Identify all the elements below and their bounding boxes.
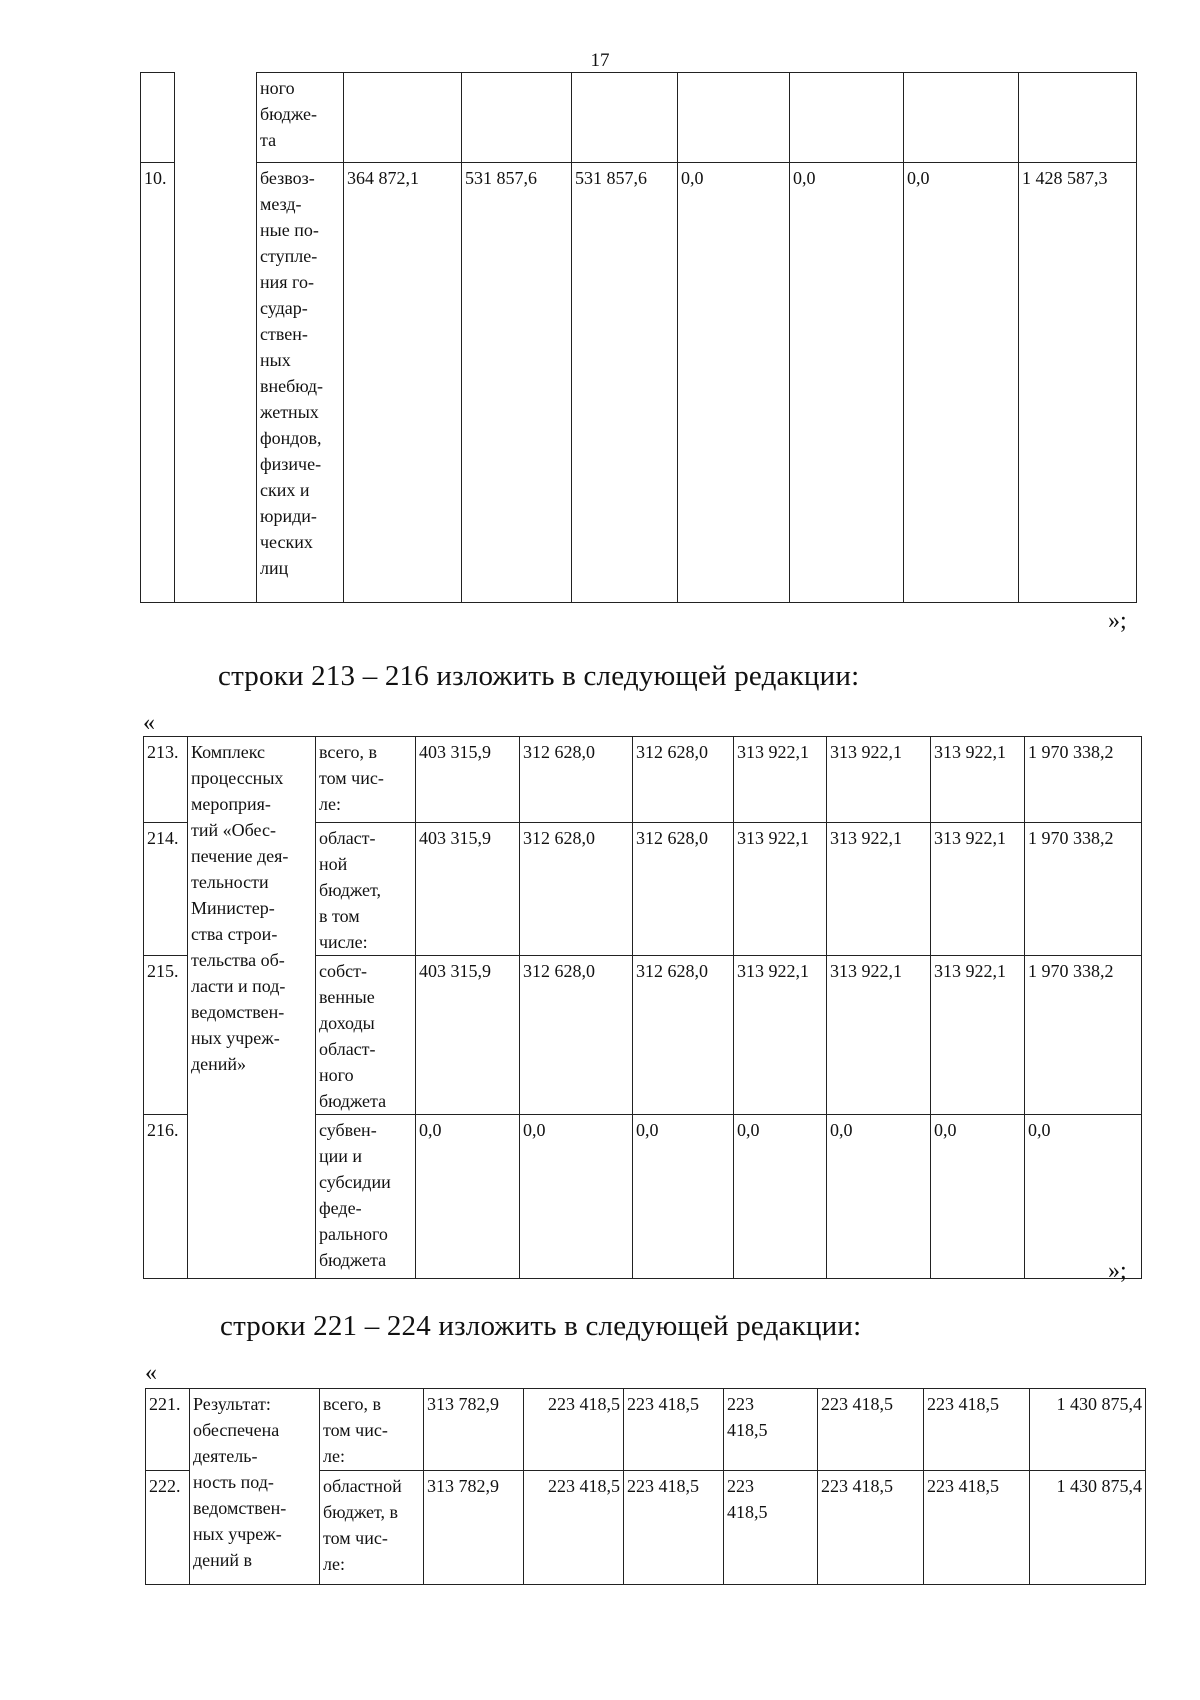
value-cell: 1 430 875,4 bbox=[1030, 1471, 1146, 1585]
value-cell: 403 315,9 bbox=[416, 956, 520, 1115]
value-cell: 1 430 875,4 bbox=[1030, 1389, 1146, 1471]
value-cell: 1 970 338,2 bbox=[1025, 737, 1142, 823]
value-cell: 223 418,5 bbox=[724, 1471, 818, 1585]
page-number: 17 bbox=[590, 50, 610, 71]
value-cell: 403 315,9 bbox=[416, 823, 520, 956]
value-cell: 0,0 bbox=[633, 1115, 734, 1279]
value-cell: 312 628,0 bbox=[633, 956, 734, 1115]
value-cell: 1 970 338,2 bbox=[1025, 823, 1142, 956]
value-cell: 312 628,0 bbox=[520, 823, 633, 956]
value-cell: 364 872,1 bbox=[344, 163, 462, 603]
row-name: област- ной бюджет, в том числе: bbox=[316, 823, 416, 956]
value-cell: 223 418,5 bbox=[624, 1471, 724, 1585]
closing-quote: »; bbox=[1108, 608, 1127, 634]
value-cell: 223 418,5 bbox=[724, 1389, 818, 1471]
opening-quote: « bbox=[145, 1360, 157, 1386]
value-cell: 403 315,9 bbox=[416, 737, 520, 823]
value-cell: 312 628,0 bbox=[633, 737, 734, 823]
closing-quote: »; bbox=[1108, 1258, 1127, 1284]
section-heading: строки 213 – 216 изложить в следующей редакции: bbox=[218, 660, 860, 692]
value-cell: 223 418,5 bbox=[624, 1389, 724, 1471]
value-cell: 1 970 338,2 bbox=[1025, 956, 1142, 1115]
budget-table-part2 bbox=[143, 736, 1142, 1279]
value-cell: 0,0 bbox=[1025, 1115, 1142, 1279]
value-cell: 223 418,5 bbox=[524, 1471, 624, 1585]
budget-table-part3 bbox=[145, 1388, 1146, 1585]
value-cell: 313 922,1 bbox=[734, 823, 827, 956]
value-cell: 223 418,5 bbox=[818, 1471, 924, 1585]
value-cell: 0,0 bbox=[520, 1115, 633, 1279]
value-cell: 1 428 587,3 bbox=[1019, 163, 1137, 603]
value-cell: 313 922,1 bbox=[931, 823, 1025, 956]
row-number: 216. bbox=[144, 1115, 188, 1279]
value-cell: 313 782,9 bbox=[424, 1471, 524, 1585]
value-cell: 312 628,0 bbox=[633, 823, 734, 956]
value-cell: 531 857,6 bbox=[462, 163, 572, 603]
value-cell: 312 628,0 bbox=[520, 956, 633, 1115]
value-cell: 312 628,0 bbox=[520, 737, 633, 823]
row-number: 215. bbox=[144, 956, 188, 1115]
value-cell: 313 922,1 bbox=[827, 956, 931, 1115]
value-cell: 313 922,1 bbox=[827, 823, 931, 956]
value-cell: 0,0 bbox=[678, 163, 790, 603]
table-row bbox=[146, 1389, 1146, 1471]
row-name: областной бюджет, в том чис- ле: bbox=[320, 1471, 424, 1585]
value-cell: 313 922,1 bbox=[827, 737, 931, 823]
row-name: безвоз- мезд- ные по- ступле- ния го- судар- ствен- ных внебюд- жетных фондов, физиче- ских и юриди- ческих лиц bbox=[257, 163, 344, 603]
value-cell: 223 418,5 bbox=[924, 1471, 1030, 1585]
value-cell: 0,0 bbox=[904, 163, 1019, 603]
row-number: 221. bbox=[146, 1389, 190, 1471]
row-number: 222. bbox=[146, 1471, 190, 1585]
value-cell: 313 922,1 bbox=[734, 956, 827, 1115]
value-cell: 313 922,1 bbox=[734, 737, 827, 823]
value-cell: 0,0 bbox=[734, 1115, 827, 1279]
value-cell: 313 782,9 bbox=[424, 1389, 524, 1471]
value-cell: 313 922,1 bbox=[931, 737, 1025, 823]
value-cell: 313 922,1 bbox=[931, 956, 1025, 1115]
table-row bbox=[144, 737, 1142, 823]
program-name: Комплекс процессных мероприя- тий «Обес- печение дея- тельности Министер- ства строи- тельства об- ласти и под- ведомствен- ных учреж- дений» bbox=[188, 737, 316, 1279]
result-name: Результат: обеспечена деятель- ность под- ведомствен- ных учреж- дений в bbox=[190, 1389, 320, 1585]
section-heading: строки 221 – 224 изложить в следующей редакции: bbox=[220, 1310, 862, 1342]
value-cell: 0,0 bbox=[416, 1115, 520, 1279]
value-cell: 0,0 bbox=[790, 163, 904, 603]
table-row bbox=[141, 163, 1137, 603]
value-cell: 223 418,5 bbox=[924, 1389, 1030, 1471]
row-number: 213. bbox=[144, 737, 188, 823]
row-name-cont: ного бюдже- та bbox=[257, 73, 344, 163]
table-row bbox=[141, 73, 1137, 163]
value-cell: 0,0 bbox=[931, 1115, 1025, 1279]
value-cell: 223 418,5 bbox=[524, 1389, 624, 1471]
row-name: собст- венные доходы област- ного бюджета bbox=[316, 956, 416, 1115]
row-name: всего, в том чис- ле: bbox=[316, 737, 416, 823]
row-number: 214. bbox=[144, 823, 188, 956]
value-cell: 0,0 bbox=[827, 1115, 931, 1279]
row-number: 10. bbox=[141, 163, 175, 603]
value-cell: 531 857,6 bbox=[572, 163, 678, 603]
value-cell: 223 418,5 bbox=[818, 1389, 924, 1471]
row-name: всего, в том чис- ле: bbox=[320, 1389, 424, 1471]
budget-table-part1 bbox=[140, 72, 1137, 603]
row-name: субвен- ции и субсидии феде- рального бюджета bbox=[316, 1115, 416, 1279]
opening-quote: « bbox=[143, 710, 155, 736]
